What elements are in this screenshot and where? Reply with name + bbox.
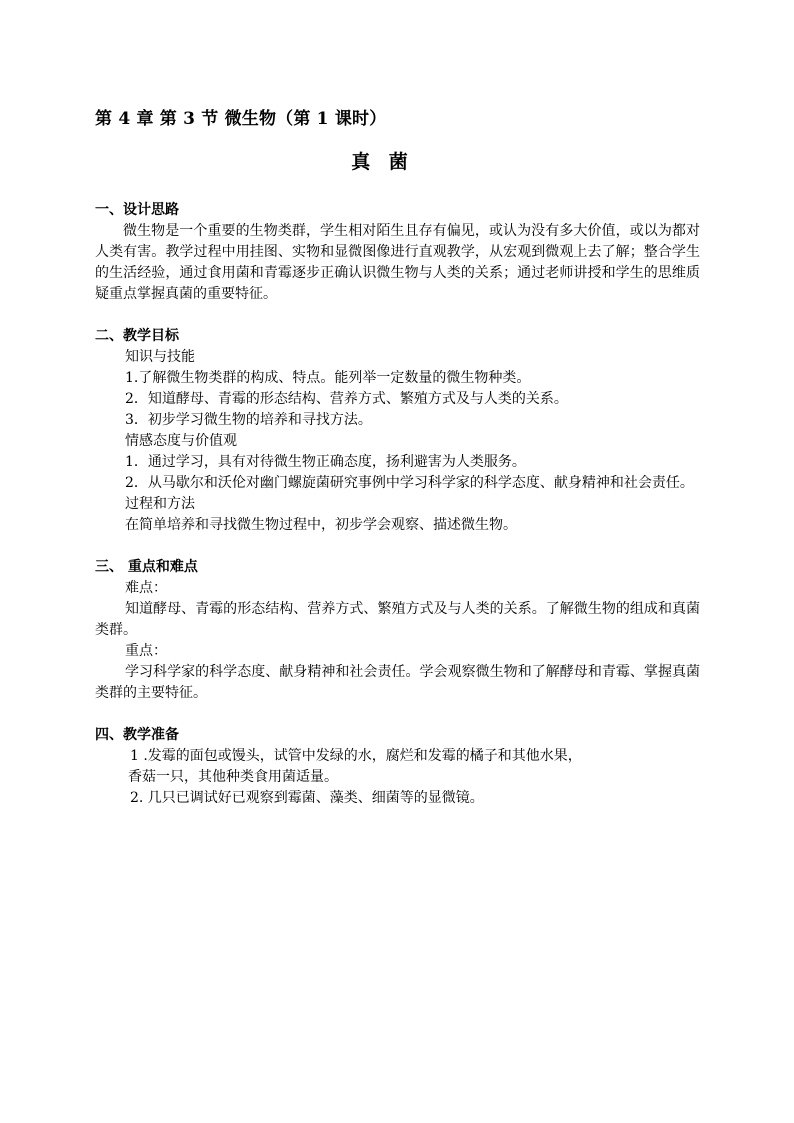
prep-item: 2. 几只已调试好已观察到霉菌、藻类、细菌等的显微镜。 <box>130 790 484 806</box>
design-paragraph: 微生物是一个重要的生物类群，学生相对陌生且存有偏见，或认为没有多大价值，或以为都对人类有害。教学过程中用挂图、实物和显微图像进行直观教学，从宏观到微观上去了解；整合学生的生活经验，通过食用菌和青霉逐步正确认识微生物与人类的关系；通过老师讲授和学生的思维质疑重点掌握真菌的重要特征。 <box>95 223 700 302</box>
section-heading-design: 一、设计思路 <box>95 202 179 218</box>
emotion-item: 2．从马歇尔和沃伦对幽门螺旋菌研究事例中学习科学家的科学态度、献身精神和社会责任。 <box>125 475 694 491</box>
chapter-title: 第 4 章 第 3 节 微生物（第 1 课时） <box>95 109 387 129</box>
page-title: 真 菌 <box>351 151 414 173</box>
difficult-label: 难点： <box>125 580 167 596</box>
prep-item: 1 .发霉的面包或馒头，试管中发绿的水，腐烂和发霉的橘子和其他水果， <box>130 748 582 764</box>
spacer <box>95 305 700 326</box>
key-text: 学习科学家的科学态度、献身精神和社会责任。学会观察微生物和了解酵母和青霉、掌握真菌类群的主要特征。 <box>95 664 700 701</box>
knowledge-item: 3．初步学习微生物的培养和寻找方法。 <box>125 412 372 428</box>
prep-item-continued: 香菇一只，其他种类食用菌适量。 <box>128 769 338 785</box>
emotion-item: 1．通过学习，具有对待微生物正确态度，扬利避害为人类服务。 <box>125 454 526 470</box>
emotion-label: 情感态度与价值观 <box>125 433 237 449</box>
knowledge-label: 知识与技能 <box>125 349 195 365</box>
key-label: 重点： <box>125 643 167 659</box>
knowledge-item: 1.了解微生物类群的构成、特点。能列举一定数量的微生物种类。 <box>125 370 531 386</box>
process-text: 在简单培养和寻找微生物过程中，初步学会观察、描述微生物。 <box>125 517 517 533</box>
difficult-text: 知道酵母、青霉的形态结构、营养方式、繁殖方式及与人类的关系。了解微生物的组成和真菌类群。 <box>95 601 700 638</box>
spacer <box>95 536 700 557</box>
section-heading-key-points: 三、 重点和难点 <box>95 559 198 575</box>
knowledge-item: 2．知道酵母、青霉的形态结构、营养方式、繁殖方式及与人类的关系。 <box>125 391 568 407</box>
document-body <box>95 200 700 809</box>
spacer <box>95 704 700 725</box>
section-heading-objectives: 二、教学目标 <box>95 328 179 344</box>
process-label: 过程和方法 <box>125 496 195 512</box>
section-heading-preparation: 四、教学准备 <box>95 727 179 743</box>
